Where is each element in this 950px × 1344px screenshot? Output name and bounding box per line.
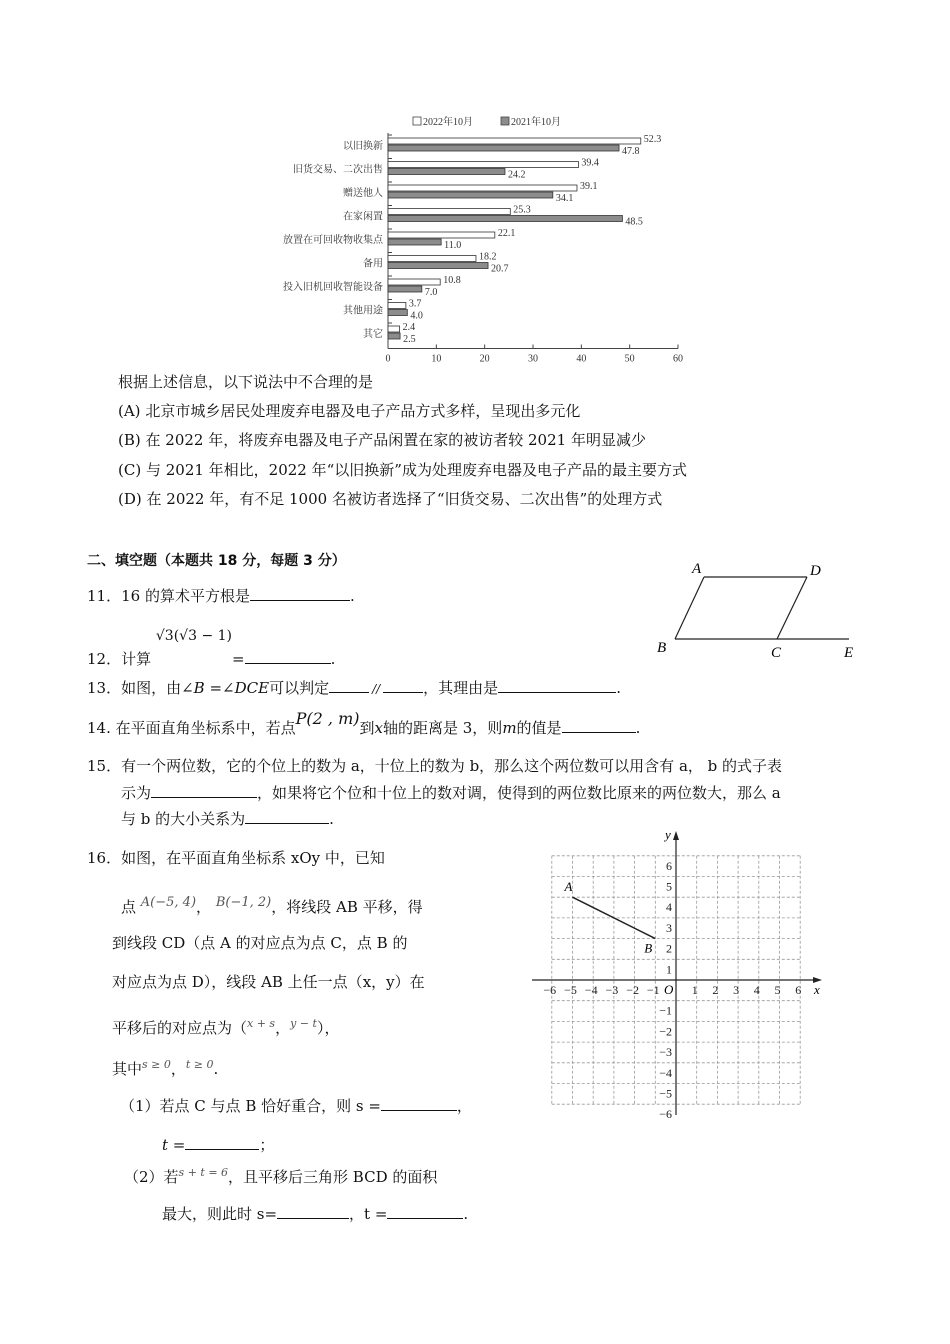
label-b: B: [657, 640, 667, 656]
x-tick-label: 0: [385, 353, 391, 365]
label-e: E: [844, 645, 854, 661]
question-text: 到: [359, 719, 375, 737]
question-number: 16．: [87, 849, 122, 867]
x-tick-label: 60: [673, 353, 683, 365]
q16-line6: [112, 1055, 218, 1079]
label-c: C: [771, 645, 782, 661]
question-text: 点: [121, 898, 137, 916]
value-label-2022: 18.2: [478, 251, 497, 263]
condition-sum: s + t = 6: [178, 1166, 229, 1179]
x-tick-label: 4: [753, 983, 760, 997]
coordinate-grid-svg: [530, 825, 830, 1120]
answer-blank-s2[interactable]: [277, 1203, 349, 1219]
expr-y-minus-t: y − t: [290, 1017, 317, 1030]
semicolon: ；: [259, 1136, 275, 1154]
question-text: （1）若点 C 与点 B 恰好重合，则 s =: [120, 1097, 381, 1115]
q16-line5: [112, 1014, 339, 1038]
answer-blank-t1[interactable]: [185, 1134, 259, 1150]
value-label-2021: 7.0: [424, 287, 438, 298]
x-tick-label: 20: [479, 353, 490, 365]
option-text: 在 2022 年，将废弃电器及电子产品闲置在家的被访者较 2021 年明显减少: [145, 431, 646, 449]
q16-line1: [87, 848, 385, 868]
value-label-2021: 2.5: [403, 334, 416, 345]
point-expression: P(2 , m): [295, 709, 360, 728]
y-tick-label: 1: [666, 962, 672, 977]
value-label-2022: 10.8: [443, 275, 461, 286]
parallel-symbol: //: [372, 682, 381, 696]
category-label: 放置在可回收物收集点: [283, 235, 383, 246]
y-tick-label: 2: [666, 941, 672, 956]
section-heading: 二、填空题（本题共 18 分，每题 3 分）: [87, 553, 346, 569]
bar-2022: [388, 326, 400, 332]
q16-line4: 对应点为点 D），线段 AB 上任一点（x，y）在: [112, 973, 425, 991]
question-text: 如图，在平面直角坐标系 xOy 中，已知: [121, 849, 385, 867]
answer-blank-t2[interactable]: [387, 1203, 463, 1219]
value-label-2021: 11.0: [444, 240, 462, 251]
y-tick-label: −1: [659, 1003, 672, 1018]
angle-expression: ∠B =∠DCE: [181, 679, 270, 697]
q10-option-b: [118, 430, 646, 450]
answer-blank[interactable]: [562, 717, 636, 733]
value-label-2021: 24.2: [507, 169, 526, 181]
category-label: 其它: [363, 329, 383, 340]
q16-line2: [121, 893, 423, 917]
value-label-2021: 4.0: [410, 310, 423, 322]
bar-2022: [388, 232, 495, 238]
legend-swatch-2021: [501, 117, 509, 125]
bar-2021: [388, 216, 622, 222]
q14: [87, 709, 641, 738]
option-key: (D): [118, 490, 142, 508]
value-label-2021: 47.8: [622, 146, 640, 157]
category-label: 其他用途: [343, 305, 383, 317]
question-text: 与 b 的大小关系为: [121, 810, 246, 828]
q15-line2: [121, 782, 781, 803]
var-m: m: [502, 719, 517, 737]
question-text: ），: [316, 1019, 340, 1037]
category-label: 赠送他人: [343, 188, 383, 199]
var-x: x: [374, 719, 383, 737]
category-label: 旧货交易、二次出售: [293, 164, 383, 176]
question-number: 11．: [87, 587, 122, 605]
origin-label: O: [664, 982, 674, 997]
period: .: [349, 587, 355, 605]
x-tick-label: −3: [605, 983, 619, 997]
point-b-label: B: [644, 940, 653, 956]
question-text: 平移后的对应点为（: [112, 1019, 248, 1037]
question-text: 的值是: [516, 719, 562, 737]
y-axis-label: y: [665, 827, 671, 842]
question-text: 示为: [121, 784, 152, 802]
point-a-label: A: [564, 879, 573, 895]
bar-2022: [388, 185, 577, 191]
q13: [87, 677, 621, 699]
period: .: [329, 810, 334, 828]
value-label-2022: 39.1: [579, 181, 598, 192]
period: .: [616, 679, 621, 697]
value-label-2022: 3.7: [408, 298, 422, 310]
coordinate-grid-figure: [530, 825, 830, 1120]
q10-option-d: [118, 489, 662, 509]
question-text: 最大，则此时 s=: [162, 1205, 278, 1223]
label-a: A: [692, 561, 702, 577]
q16-sub2: [124, 1163, 437, 1187]
condition-t: t ≥ 0: [185, 1058, 214, 1071]
option-key: (C): [118, 461, 142, 479]
question-text: 轴的距离是 3，则: [383, 719, 503, 737]
question-number: 15．: [87, 757, 122, 775]
q16-sub1-t: [162, 1134, 274, 1155]
point-a-coords: A(−5, 4): [140, 895, 197, 910]
value-label-2021: 34.1: [555, 193, 574, 204]
option-text: 在 2022 年，有不足 1000 名被访者选择了“旧货交易、二次出售”的处理方式: [146, 490, 663, 508]
bar-chart-svg: [270, 105, 690, 365]
bar-2022: [388, 138, 641, 144]
question-text: 如图，由: [121, 679, 182, 697]
answer-blank-s1[interactable]: [381, 1095, 457, 1111]
q15-line1: [87, 756, 782, 776]
category-label: 以旧换新: [343, 141, 383, 152]
bar-2021: [388, 169, 505, 175]
legend-label-2021: 2021年10月: [511, 117, 561, 128]
legend-swatch-2022: [413, 117, 421, 125]
bar-2022: [388, 279, 440, 285]
q16-sub1: [120, 1095, 472, 1116]
comma: ，: [196, 898, 212, 916]
x-tick-label: −1: [646, 983, 660, 997]
y-tick-label: 5: [666, 879, 672, 894]
bar-chart: [270, 105, 690, 365]
period: .: [213, 1060, 219, 1078]
answer-blank-1[interactable]: [329, 677, 369, 693]
x-tick-label: 30: [528, 353, 538, 365]
category-label: 在家闲置: [343, 211, 383, 223]
x-tick-label: 2: [712, 983, 719, 997]
answer-blank-1[interactable]: [151, 782, 257, 798]
x-tick-label: −5: [564, 983, 577, 997]
y-tick-label: −3: [659, 1045, 672, 1060]
value-label-2022: 25.3: [513, 204, 531, 216]
question-text: 可以判定: [269, 679, 330, 697]
y-tick-label: 3: [666, 920, 672, 935]
question-text: 16 的算术平方根是: [121, 587, 250, 605]
value-label-2022: 39.4: [581, 157, 599, 169]
comma: ，: [275, 1019, 291, 1037]
q11: [87, 585, 355, 606]
x-tick-label: −6: [543, 983, 557, 997]
q16-sub2-answer: [162, 1203, 468, 1224]
question-text: ，且平移后三角形 BCD 的面积: [228, 1168, 438, 1186]
value-label-2021: 20.7: [491, 263, 509, 275]
category-label: 投入旧机回收智能设备: [283, 282, 383, 293]
bar-2021: [388, 263, 488, 269]
y-tick-label: 6: [666, 858, 672, 873]
question-text: 其中: [112, 1060, 143, 1078]
q10-prompt: 根据上述信息，以下说法中不合理的是: [118, 373, 374, 391]
bar-2022: [388, 209, 510, 215]
point-b-coords: B(−1, 2): [215, 895, 272, 910]
x-tick-label: 10: [431, 353, 442, 365]
bar-2021: [388, 192, 553, 198]
y-tick-label: −5: [659, 1086, 672, 1101]
legend-label-2022: 2022年10月: [423, 117, 473, 128]
bar-2022: [388, 303, 406, 309]
q16-line3: 到线段 CD（点 A 的对应点为点 C，点 B 的: [112, 934, 408, 952]
question-text: 有一个两位数，它的个位上的数为 a，十位上的数为 b，那么这个两位数可以用含有 a， b 的式子表: [121, 757, 783, 775]
question-text: ，其理由是: [423, 679, 499, 697]
bar-2021: [388, 286, 422, 292]
option-text: 北京市城乡居民处理废弃电器及电子产品方式多样，呈现出多元化: [145, 402, 581, 420]
equals-sign: =: [232, 650, 245, 668]
math-expression: √3(√3 − 1): [155, 628, 233, 644]
x-tick-label: 5: [774, 983, 781, 997]
bar-2022: [388, 256, 476, 262]
answer-blank-3[interactable]: [498, 677, 616, 693]
question-text: 计算: [121, 650, 152, 668]
label-d: D: [810, 563, 821, 579]
y-tick-label: −6: [659, 1107, 672, 1120]
option-key: (A): [118, 402, 141, 420]
x-axis-label: x: [814, 982, 820, 997]
bar-2022: [388, 162, 578, 168]
q10-option-c: [118, 460, 687, 480]
x-tick-label: 50: [624, 353, 635, 365]
comma: ，: [170, 1060, 186, 1078]
question-text: （2）若: [124, 1168, 179, 1186]
bar-2021: [388, 310, 407, 316]
answer-blank[interactable]: [250, 585, 350, 601]
y-tick-label: −2: [659, 1024, 672, 1039]
bar-2021: [388, 333, 400, 339]
question-number: 13．: [87, 679, 122, 697]
question-text: ，如果将它个位和十位上的数对调，使得到的两位数比原来的两位数大，那么 a: [257, 784, 781, 802]
q15-line3: [121, 808, 334, 829]
y-tick-label: −4: [659, 1065, 672, 1080]
x-tick-label: −2: [626, 983, 639, 997]
t-equals: t =: [162, 1136, 186, 1154]
x-tick-label: −4: [584, 983, 598, 997]
comma: ，: [456, 1097, 472, 1115]
category-label: 备用: [363, 258, 383, 270]
period: .: [463, 1205, 469, 1223]
option-text: 与 2021 年相比，2022 年“以旧换新”成为处理废弃电器及电子产品的最主要方式: [145, 461, 687, 479]
period: .: [330, 650, 336, 668]
y-tick-label: 4: [666, 900, 672, 915]
expr-x-plus-s: x + s: [247, 1017, 276, 1030]
q10-option-a: [118, 401, 580, 421]
x-tick-label: 3: [733, 983, 740, 997]
value-label-2022: 2.4: [402, 322, 416, 333]
answer-blank[interactable]: [245, 648, 331, 664]
y-axis-arrow-icon: [673, 831, 679, 840]
period: .: [635, 719, 641, 737]
value-label-2022: 52.3: [643, 134, 662, 145]
q12: [87, 628, 336, 669]
bar-2021: [388, 145, 619, 151]
value-label-2021: 48.5: [625, 216, 643, 228]
question-text: ，t =: [349, 1205, 388, 1223]
question-number: 12．: [87, 650, 122, 668]
x-tick-label: 1: [691, 983, 698, 997]
parallelogram-svg: [640, 550, 870, 670]
value-label-2022: 22.1: [497, 228, 516, 239]
x-tick-label: 40: [576, 353, 587, 365]
parallelogram-figure: [640, 550, 870, 670]
bar-2021: [388, 239, 441, 245]
question-number: 14.: [87, 719, 111, 737]
answer-blank-2[interactable]: [245, 808, 329, 824]
x-tick-label: 6: [795, 983, 802, 997]
answer-blank-2[interactable]: [383, 677, 423, 693]
option-key: (B): [118, 431, 141, 449]
condition-s: s ≥ 0: [142, 1058, 171, 1071]
question-text: ，将线段 AB 平移，得: [271, 898, 423, 916]
question-text: 在平面直角坐标系中，若点: [115, 719, 296, 737]
